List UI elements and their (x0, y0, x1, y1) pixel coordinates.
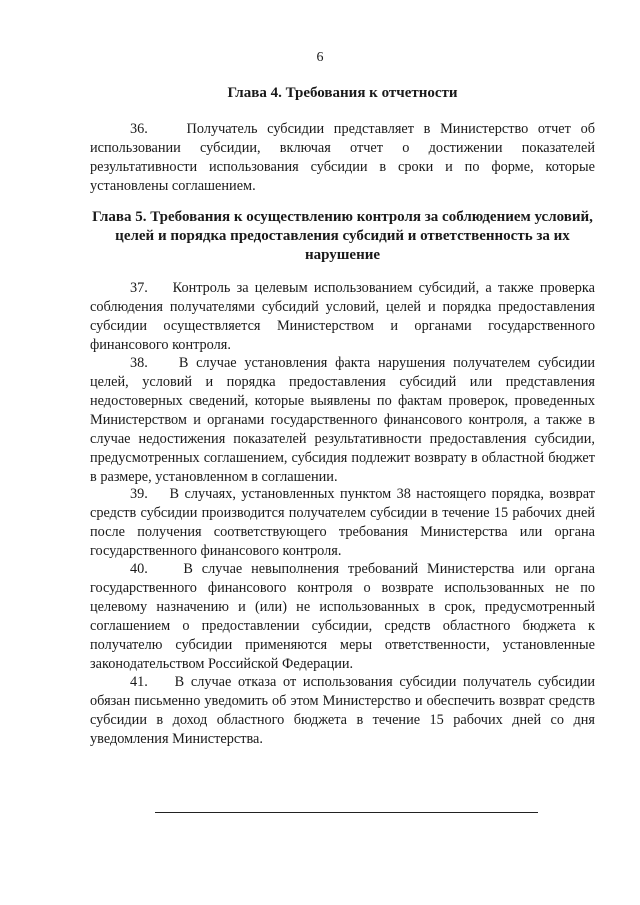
paragraph-37: 37. Контроль за целевым использованием субсидий, а также проверка соблюдения получателями субсидий условий, целей и порядка предоставления субсидии осуществляется Министерством и органами государственного финансового контроля. (90, 280, 595, 353)
chapter-5-title: Глава 5. Требования к осуществлению контроля за соблюдением условий, целей и порядка предоставления субсидий и ответственность за их нарушение (92, 209, 593, 263)
page-number: 6 (316, 50, 324, 65)
paragraph-36: 36. Получатель субсидии представляет в Министерство отчет об использовании субсидии, включая отчет о достижении показателей результативности использования субсидии в сроки и по форме, которые установлены соглашением. (90, 121, 595, 194)
footer-rule (155, 812, 538, 813)
paragraph-41: 41. В случае отказа от использования субсидии получатель субсидии обязан письменно уведомить об этом Министерство и обеспечить возврат средств субсидии в доход областного бюджета в течение 15 рабочих дней со дня уведомления Министерства. (90, 674, 595, 747)
paragraph-39: 39. В случаях, установленных пунктом 38 настоящего порядка, возврат средств субсидии производится получателем субсидии в течение 15 рабочих дней после получения соответствующего требования Министерства или органа государственного финансового контроля. (90, 486, 595, 559)
paragraph-38: 38. В случае установления факта нарушения получателем субсидии целей, условий и порядка предоставления субсидий или представления недостоверных сведений, которые выявлены по фактам проверок, проведенных Министерством и органами государственного финансового контроля, а также в случае недостижения показателей результативности предоставления субсидии, предусмотренных соглашением, субсидия подлежит возврату в областной бюджет в размере, установленном в соглашении. (90, 355, 595, 485)
paragraph-40: 40. В случае невыполнения требований Министерства или органа государственного финансового контроля о возврате использованных не по целевому назначению и (или) не использованных в срок, предусмотренный соглашением о предоставлении субсидии, средств областного бюджета к получателю субсидии применяются меры ответственности, установленные законодательством Российской Федерации. (90, 561, 595, 672)
chapter-4-title: Глава 4. Требования к отчетности (227, 85, 458, 101)
